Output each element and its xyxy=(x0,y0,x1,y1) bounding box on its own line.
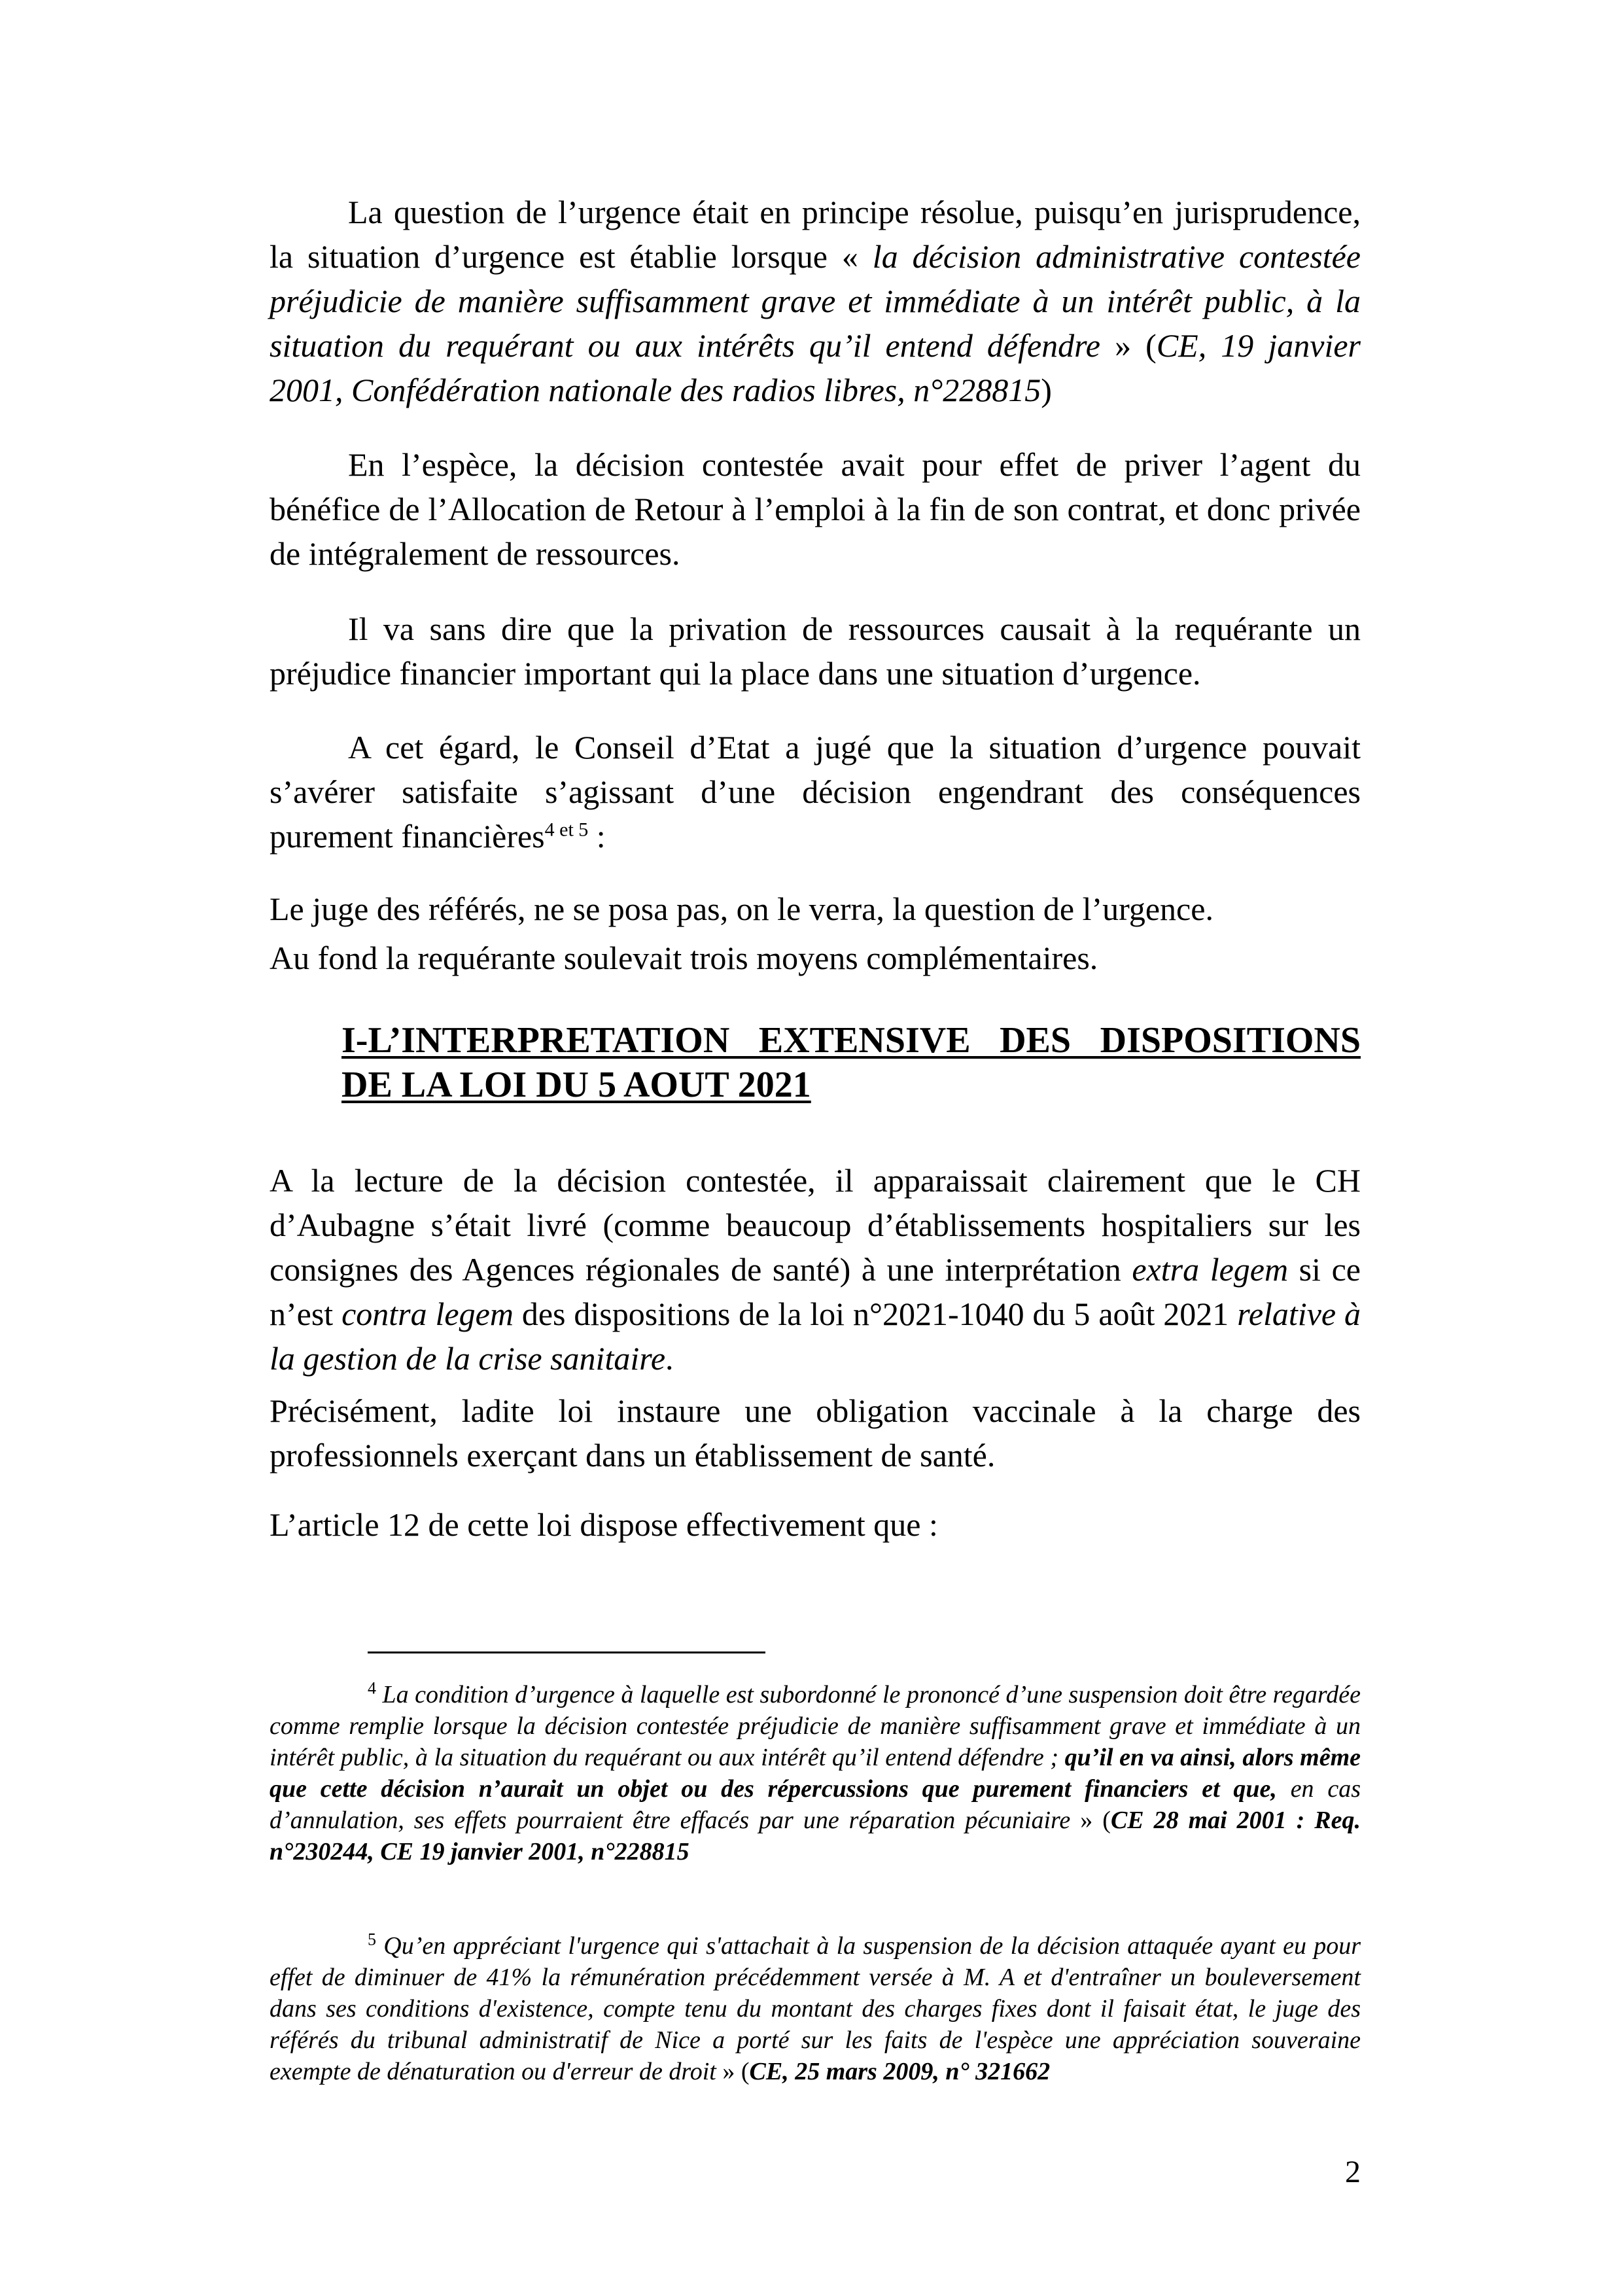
text-run: La condition d’urgence à laquelle est subordonné le prononcé d’une suspension doit être regardée comme remplie lorsque la décision contestée préjudicie de manière suffisamment grave et immédiate à un intérêt public, à la situation du requérant ou aux intérêt qu’il entend défendre ; xyxy=(270,1681,1361,1771)
bold-citation: CE 28 mai 2001 : Req. n°230244, CE 19 janvier 2001, n°228815 xyxy=(270,1807,1361,1865)
text-run: A cet égard, le Conseil d’Etat a jugé que la situation d’urgence pouvait s’avérer satisfaite s’agissant d’une décision engendrant des conséquences purement financières xyxy=(270,729,1361,855)
paragraph-urgence-principe xyxy=(270,190,1361,412)
text-run: : xyxy=(588,818,606,855)
text-run: » ( xyxy=(1070,1807,1111,1834)
paragraph-article-12: L’article 12 de cette loi dispose effectivement que : xyxy=(270,1506,938,1543)
paragraph-obligation-vaccinale: Précisément, ladite loi instaure une obligation vaccinale à la charge des professionnels exerçant dans un établissement de santé. xyxy=(270,1392,1361,1474)
paragraph-lecture-decision xyxy=(270,1158,1361,1381)
text-run: La question de l’urgence était en principe résolue, puisqu’en jurisprudence, la situation d’urgence est établie lorsque « xyxy=(270,194,1361,275)
text-run: en cas d’annulation, ses effets pourraient être effacés par une réparation pécuniaire xyxy=(270,1775,1361,1834)
footnote-reference[interactable]: 4 et 5 xyxy=(544,819,589,841)
citation-italic: CE, 19 janvier 2001, Confédération nationale des radios libres, n°228815 xyxy=(270,327,1361,408)
text-run: Qu’en appréciant l'urgence qui s'attachait à la suspension de la décision attaquée ayant eu pour effet de diminuer de 41% la rémunération précédemment versée à M. A et d'entraîner un bouleversement dans ses conditions d'existence, compte tenu du montant des charges fixes dont il faisait état, le juge des référés du tribunal administratif de Nice a porté sur les faits de l'espèce une appréciation souveraine exempte de dénaturation ou d'erreur de droit xyxy=(270,1932,1361,2085)
paragraph-privation: Il va sans dire que la privation de ressources causait à la requérante un préjudice financier important qui la place dans une situation d’urgence. xyxy=(270,610,1361,692)
text-run: A la lecture de la décision contestée, il apparaissait clairement que le CH d’Aubagne s’était livré (comme beaucoup d’établissements hospitaliers sur les consignes des Agences régionales de santé) à une interprétation xyxy=(270,1162,1361,1288)
quote-italic: la décision administrative contestée préjudicie de manière suffisamment grave et immédiate à un intérêt public, à la situation du requérant ou aux intérêts qu’il entend défendre xyxy=(270,238,1361,364)
paragraph-juge-referes: Le juge des référés, ne se posa pas, on le verra, la question de l’urgence. xyxy=(270,891,1213,927)
footnote-number: 5 xyxy=(368,1930,376,1949)
footnote-number: 4 xyxy=(368,1678,376,1698)
text-run: si ce n’est xyxy=(270,1251,1361,1332)
paragraph-espece: En l’espèce, la décision contestée avait pour effet de priver l’agent du bénéfice de l’Allocation de Retour à l’emploi à la fin de son contrat, et donc privée de intégralement de ressources. xyxy=(270,446,1361,572)
text-run: ) xyxy=(1041,372,1052,408)
text-run: » ( xyxy=(716,2058,750,2085)
text-run: des dispositions de la loi n°2021-1040 du 5 août 2021 xyxy=(513,1296,1238,1332)
footnote-5 xyxy=(270,1930,1361,2087)
bold-citation: CE, 25 mars 2009, n° 321662 xyxy=(749,2058,1051,2085)
section-heading: I-L’INTERPRETATION EXTENSIVE DES DISPOSITIONS DE LA LOI DU 5 AOUT 2021 xyxy=(341,1020,1361,1106)
footnote-4 xyxy=(270,1679,1361,1867)
bold-italic-run: qu’il en va ainsi, alors même que cette décision n’aurait un objet ou des répercussions que purement financiers et que, xyxy=(270,1744,1361,1803)
latin-term-italic: extra legem xyxy=(1132,1251,1289,1288)
footnote-separator xyxy=(368,1651,765,1653)
text-run: . xyxy=(665,1340,674,1377)
text-run: » ( xyxy=(1100,327,1157,364)
paragraph-conseil-etat xyxy=(270,725,1361,858)
page-number: 2 xyxy=(1345,2155,1361,2189)
latin-term-italic: contra legem xyxy=(341,1296,514,1332)
law-title-italic: relative à la gestion de la crise sanitaire xyxy=(270,1296,1361,1377)
paragraph-moyens: Au fond la requérante soulevait trois moyens complémentaires. xyxy=(270,940,1098,976)
